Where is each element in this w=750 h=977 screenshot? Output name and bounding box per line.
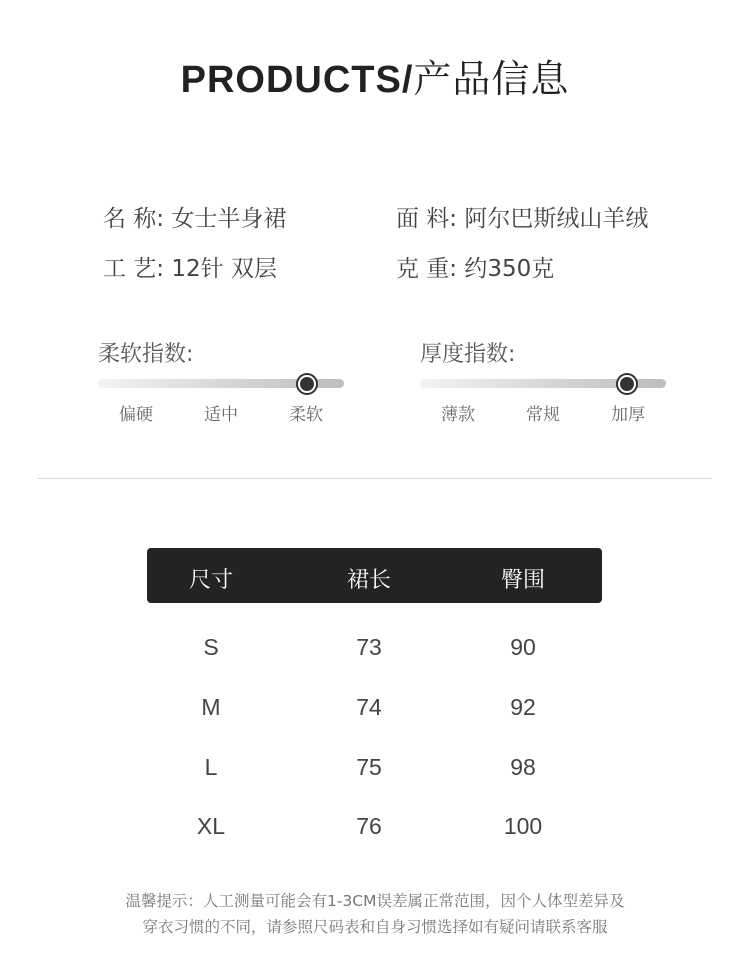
info-fabric-value: 阿尔巴斯绒山羊绒 [464,206,649,232]
info-weight-key: 克 重: [396,256,458,282]
info-craft-value: 12针 双层 [171,256,277,282]
info-fabric-key: 面 料: [396,206,458,232]
title-cn: 产品信息 [413,57,570,101]
cell-length: 73 [356,634,382,660]
page-title [0,48,750,103]
info-weight [396,250,554,283]
thickness-indicator [618,375,636,393]
info-craft [103,250,277,283]
cell-length: 74 [356,694,382,720]
thickness-tick-mid: 常规 [526,405,560,425]
thickness-tick-high: 加厚 [611,405,645,425]
section-divider [38,478,712,479]
cell-size: M [201,694,221,720]
info-name [103,200,286,233]
cell-size: XL [196,813,226,839]
thickness-tick-low: 薄款 [441,405,475,425]
cell-hip: 100 [503,813,543,839]
softness-tick-mid: 适中 [204,405,238,425]
cell-size: L [204,754,218,780]
title-separator: / [401,59,414,101]
cell-length: 75 [356,754,382,780]
cell-hip: 98 [510,754,536,780]
title-en: PRODUCTS [180,59,402,101]
softness-tick-high: 柔软 [289,405,323,425]
softness-indicator [298,375,316,393]
cell-hip: 92 [510,694,536,720]
softness-tick-low: 偏硬 [119,405,153,425]
note-line-2: 穿衣习惯的不同，请参照尺码表和自身习惯选择如有疑问请联系客服 [142,918,608,936]
header-size: 尺寸 [188,568,233,593]
info-name-value: 女士半身裙 [171,206,287,232]
cell-length: 76 [356,813,382,839]
size-table-header [147,548,602,603]
cell-size: S [203,634,219,660]
info-weight-value: 约350克 [464,256,555,282]
info-fabric [396,200,648,233]
thickness-label: 厚度指数: [420,342,516,367]
cell-hip: 90 [510,634,536,660]
info-name-key: 名 称: [103,206,165,232]
header-hip: 臀围 [500,568,545,593]
softness-label: 柔软指数: [98,342,194,367]
header-length: 裙长 [346,568,391,593]
info-craft-key: 工 艺: [103,256,165,282]
note-line-1: 温馨提示：人工测量可能会有1-3CM误差属正常范围，因个人体型差异及 [125,892,625,910]
